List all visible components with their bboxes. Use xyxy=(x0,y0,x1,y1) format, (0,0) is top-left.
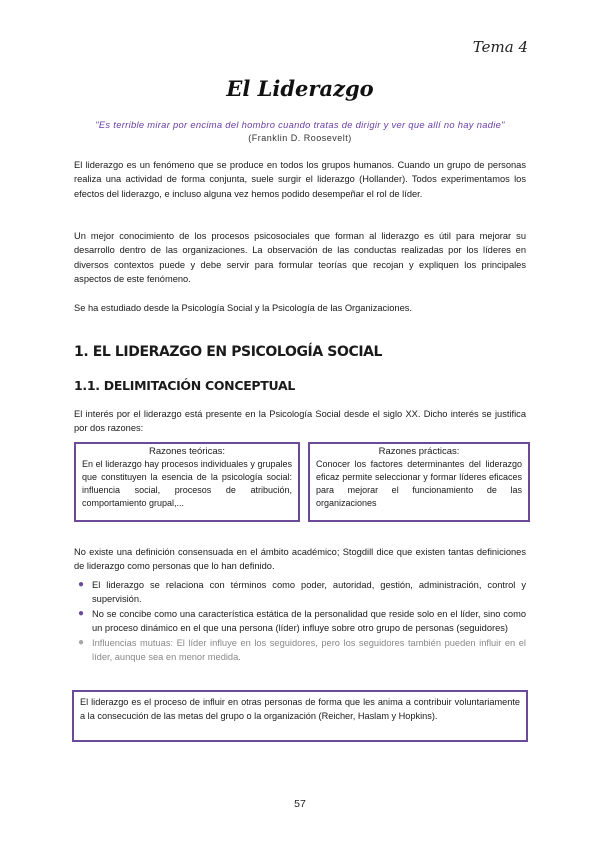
definition-paragraph: No existe una definición consensuada en el ámbito académico; Stogdill dice que existen tantas definiciones de liderazgo como personas que lo han definido. xyxy=(74,547,526,572)
list-item-text: No se concibe como una característica estática de la personalidad que reside solo en el líder, sino como un proceso dinámico en el que una persona (líder) influye sobre otro grupo de personas (seguidores) xyxy=(92,609,526,633)
theoretical-reasons-text: En el liderazgo hay procesos individuales y grupales que constituyen la esencia de la psicología social: influencia social, procesos de atribución, comportamiento grupal,... xyxy=(82,459,292,508)
subsection-heading: 1.1. DELIMITACIÓN CONCEPTUAL xyxy=(74,378,296,393)
list-item xyxy=(78,636,526,664)
practical-reasons-title: Razones prácticas: xyxy=(378,446,460,457)
bullet-list xyxy=(78,578,526,665)
bullet-icon: ● xyxy=(78,608,85,619)
list-item xyxy=(78,607,526,635)
bullet-icon: ● xyxy=(78,637,85,648)
page-title: El Liderazgo xyxy=(226,76,374,101)
epigraph-author: (Franklin D. Roosevelt) xyxy=(248,133,352,143)
interest-paragraph: El interés por el liderazgo está presente en la Psicología Social desde el siglo XX. Dicho interés se justifica por dos razones: xyxy=(74,409,526,434)
list-item xyxy=(78,578,526,606)
intro-paragraph-2: Un mejor conocimiento de los procesos psicosociales que forman al liderazgo es útil para mejorar su desarrollo dentro de las organizaciones. La observación de las conductas realizadas por los líderes en diversos contextos puede y debe servir para formular teorías que recojan y expliquen los principales aspectos de este fenómeno. xyxy=(74,231,526,285)
intro-paragraph-3: Se ha estudiado desde la Psicología Social y la Psicología de las Organizaciones. xyxy=(74,303,412,313)
intro-paragraph-1: El liderazgo es un fenómeno que se produce en todos los grupos humanos. Cuando un grupo de personas realiza una actividad de forma conjunta, suele surgir el liderazgo (Hollander). Todos experimentamos los efectos del liderazgo, e incluso alguna vez hemos podido desempeñar el rol de líder. xyxy=(74,160,526,199)
list-item-text: El liderazgo se relaciona con términos como poder, autoridad, gestión, administración, control y supervisión. xyxy=(92,580,526,604)
practical-reasons-text: Conocer los factores determinantes del liderazgo eficaz permite seleccionar y formar líderes eficaces para mejorar el funcionamiento de las organizaciones xyxy=(316,459,522,508)
list-item-text: Influencias mutuas: El líder influye en los seguidores, pero los seguidores también pueden influir en el líder, aunque sea en menor medida. xyxy=(92,638,526,662)
section-heading: 1. EL LIDERAZGO EN PSICOLOGÍA SOCIAL xyxy=(74,344,383,360)
theoretical-reasons-title: Razones teóricas: xyxy=(148,446,226,457)
page-number: 57 xyxy=(294,798,306,810)
topic-label: Tema 4 xyxy=(472,38,528,56)
epigraph-quote: "Es terrible mirar por encima del hombro cuando tratas de dirigir y ver que allí no hay nadie" xyxy=(95,119,505,130)
practical-reasons-box xyxy=(308,442,530,522)
bullet-icon: ● xyxy=(78,579,85,590)
definition-box: El liderazgo es el proceso de influir en otras personas de forma que les anima a contribuir voluntariamente a la consecución de las metas del grupo o la organización (Reicher, Haslam y Hopkins). xyxy=(72,690,528,742)
theoretical-reasons-box xyxy=(74,442,300,522)
